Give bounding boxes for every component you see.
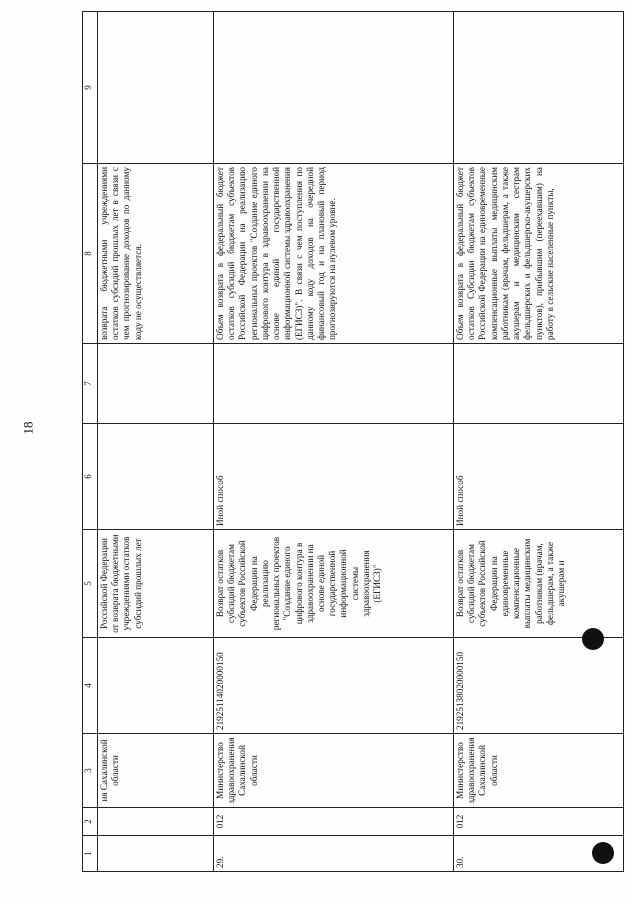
binder-hole-bottom xyxy=(592,842,614,864)
row-number-cell: 30. xyxy=(454,836,624,872)
description-cell: Объем возврата в федеральный бюджет остатков субсидий бюджетам субъектов Российской Федерации на реализацию региональных проектов "Создание единого цифрового контура в здравоохранении на основе единой государственной информационной системы здравоохранения (ЕГИСЗ)". В связи с чем поступления по данному коду доходов на очередной финансовый год и на плановый период прогнозируются на нулевом уровне. xyxy=(214,164,454,344)
column-header: 5 xyxy=(83,530,98,638)
notes-cell xyxy=(98,12,214,164)
code-cell xyxy=(98,808,214,836)
kbk-cell: 21925138020000150 xyxy=(454,638,624,734)
column-header: 1 xyxy=(83,836,98,872)
header-row xyxy=(83,12,98,872)
budget-table xyxy=(82,11,624,872)
administrator-cell: Министерство здравоохранения Сахалинской области xyxy=(214,734,454,808)
column-header: 2 xyxy=(83,808,98,836)
row-number-cell: 29. xyxy=(214,836,454,872)
binder-hole-top xyxy=(582,628,604,650)
row-number-cell xyxy=(98,836,214,872)
code-cell: 012 xyxy=(214,808,454,836)
administrator-cell: ия Сахалинской области xyxy=(98,734,214,808)
description-cell: возврата бюджетными учреждениями остатков субсидий прошлых лет в связи с чем прогнозирование доходов по данному коду не осуществляется. xyxy=(98,164,214,344)
formula-cell xyxy=(454,344,624,424)
income-name-cell: Возврат остатков субсидий бюджетам субъектов Российской Федерации на реализацию региональных проектов "Создание единого цифрового контура в здравоохранении на основе единой государственной информационной системы здравоохранения (ЕГИСЗ)" xyxy=(214,530,454,638)
method-cell: Иной способ xyxy=(454,424,624,530)
column-header: 7 xyxy=(83,344,98,424)
formula-cell xyxy=(214,344,454,424)
table-row xyxy=(98,12,214,872)
kbk-cell xyxy=(98,638,214,734)
formula-cell xyxy=(98,344,214,424)
income-name-cell: Российской Федерации от возврата бюджетными учреждениями остатков субсидий прошлых лет xyxy=(98,530,214,638)
column-header: 3 xyxy=(83,734,98,808)
notes-cell xyxy=(214,12,454,164)
table-row xyxy=(454,12,624,872)
method-cell xyxy=(98,424,214,530)
description-cell: Объем возврата в федеральный бюджет остатков Субсидии бюджетам субъектов Российской Федерации на единовременные компенсационные выплаты медицинским работникам (врачам, фельдшерам, а также акушерам и медицинским сестрам фельдшерских и фельдшерско-акушерских пунктов), прибывшим (переехавшим) на работу в сельские населенные пункты, xyxy=(454,164,624,344)
column-header: 8 xyxy=(83,164,98,344)
notes-cell xyxy=(454,12,624,164)
kbk-cell: 21925114020000150 xyxy=(214,638,454,734)
column-header: 9 xyxy=(83,12,98,164)
administrator-cell: Министерство здравоохранения Сахалинской области xyxy=(454,734,624,808)
page-number: 18 xyxy=(20,421,36,435)
income-name-cell: Возврат остатков субсидий бюджетам субъектов Российской Федерации на единовременные компенсационные выплаты медицинским работникам (врачам, фельдшерам, а также акушерам и xyxy=(454,530,624,638)
rotated-table-container xyxy=(82,12,624,872)
table-row xyxy=(214,12,454,872)
code-cell: 012 xyxy=(454,808,624,836)
column-header: 4 xyxy=(83,638,98,734)
column-header: 6 xyxy=(83,424,98,530)
method-cell: Иной способ xyxy=(214,424,454,530)
